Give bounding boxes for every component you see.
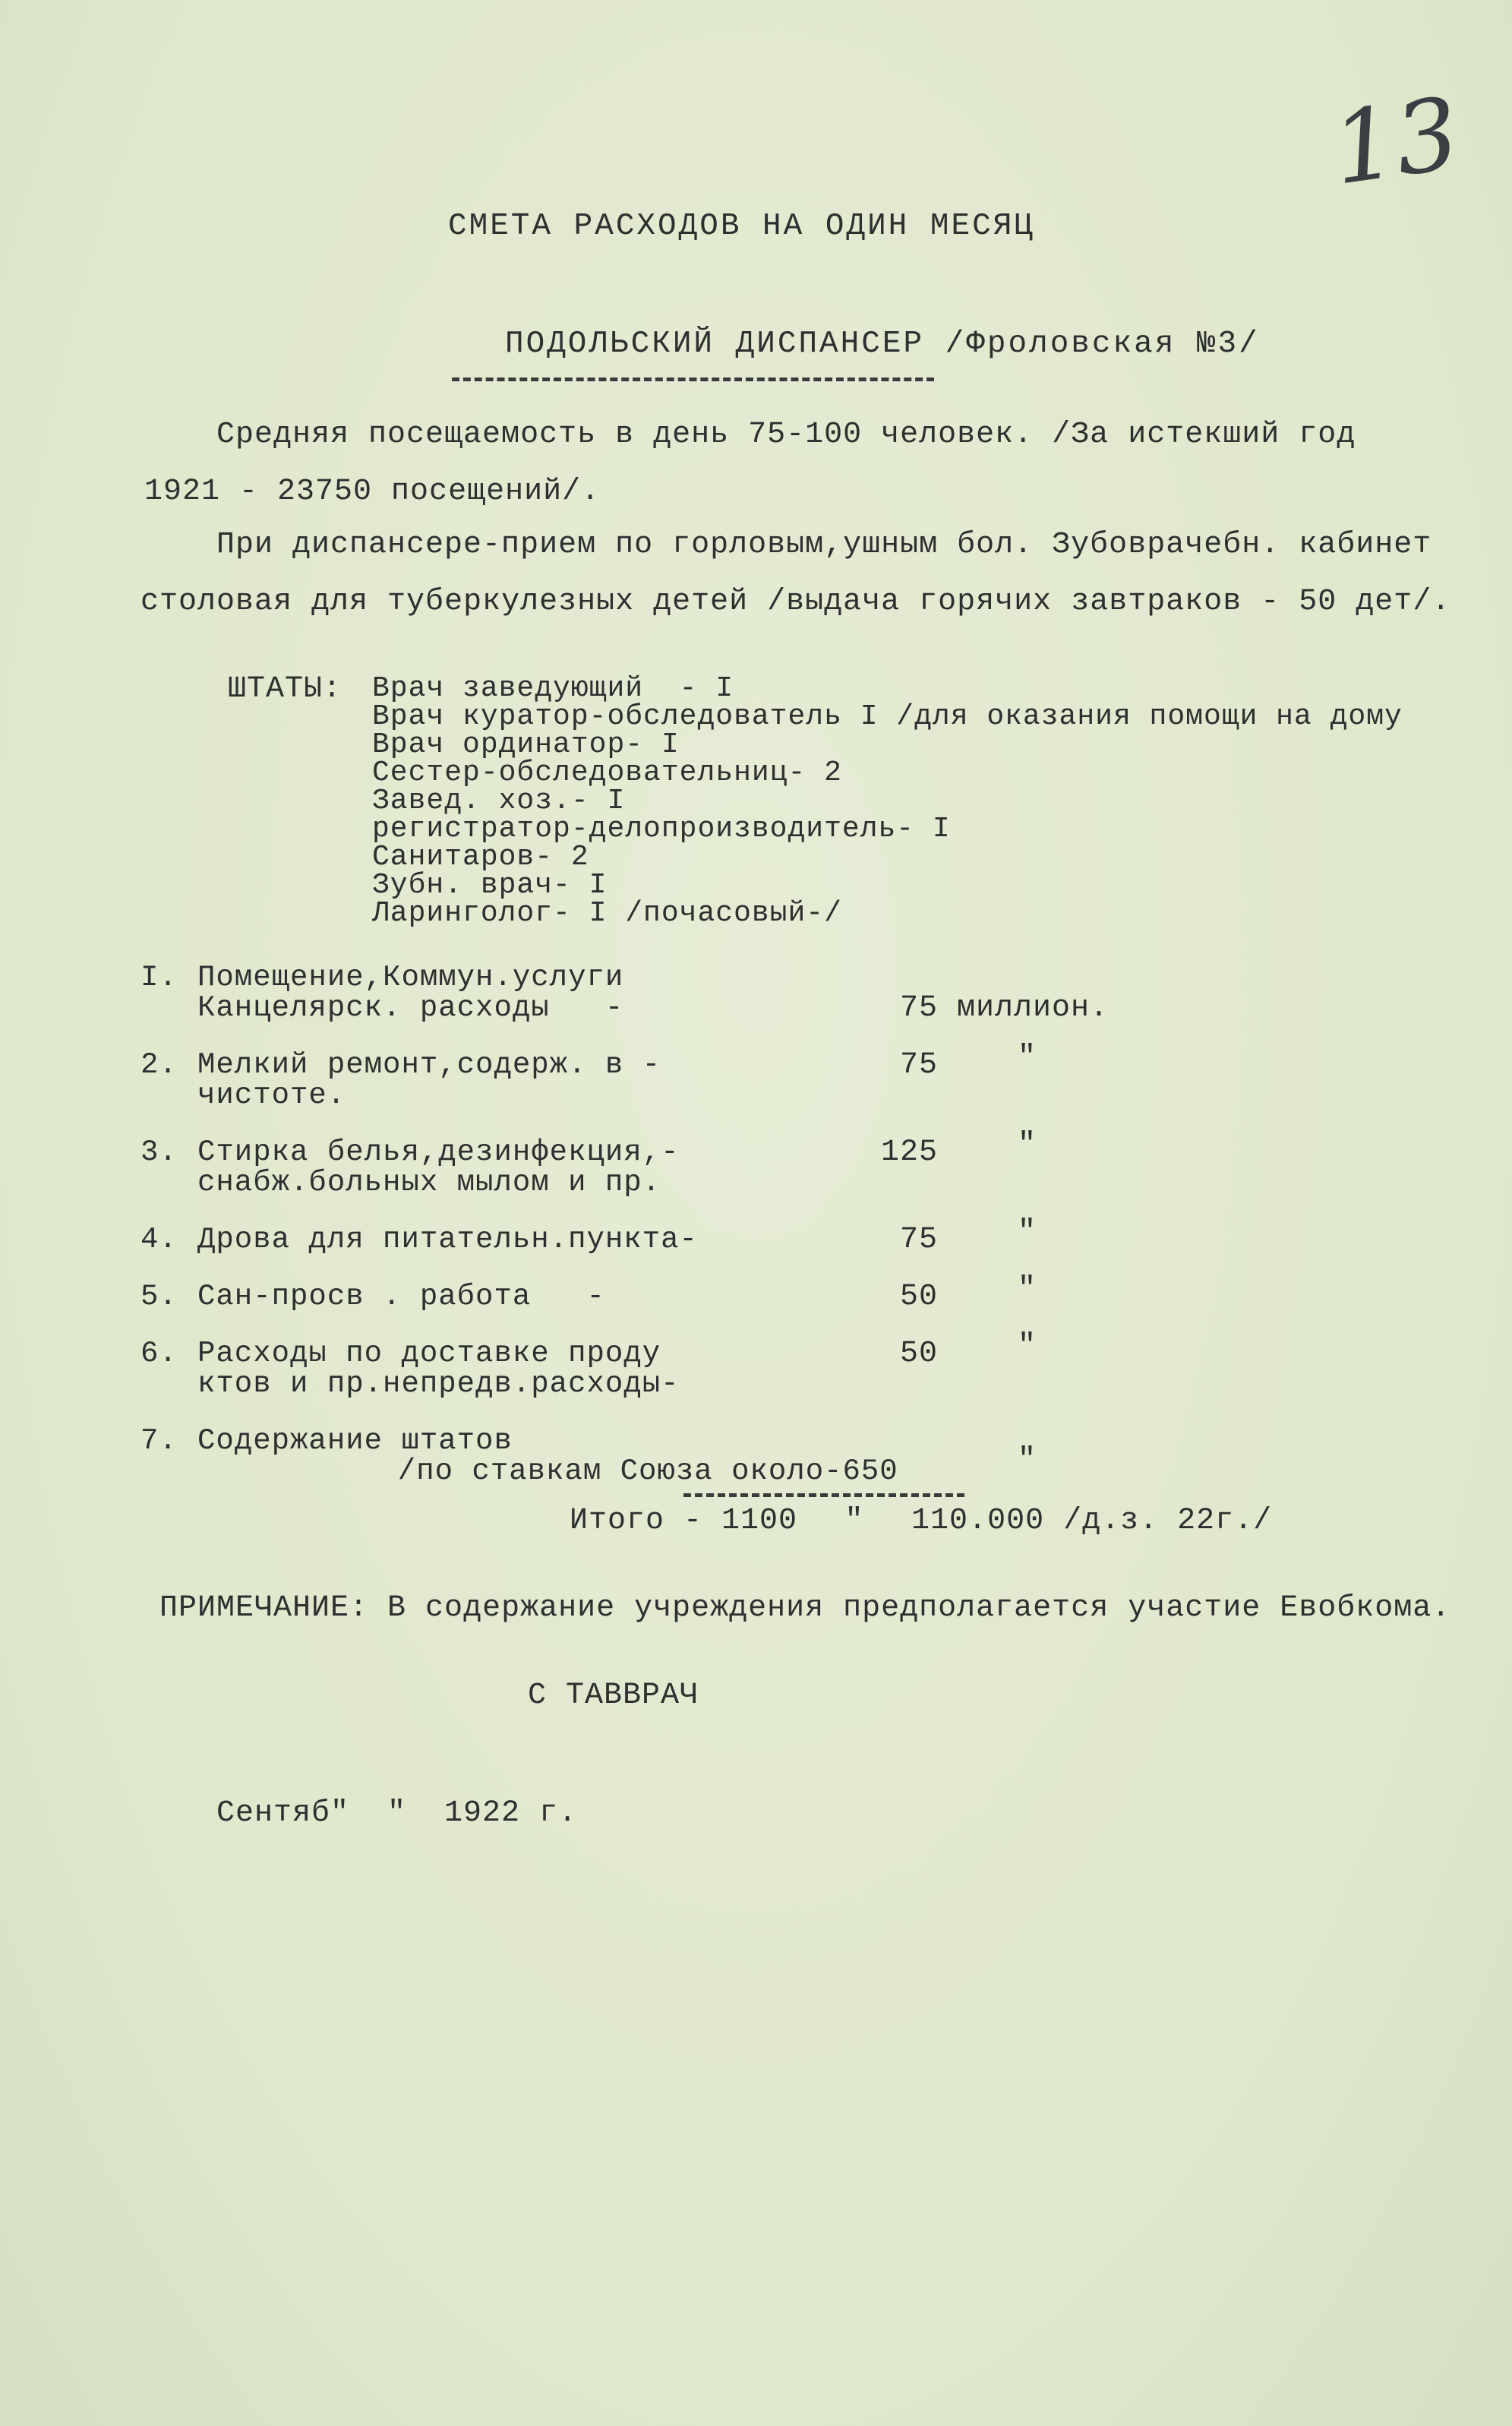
attendance-line-2: 1921 - 23750 посещений/. [144, 475, 601, 509]
item-number: 4. [140, 1223, 178, 1256]
staff-line: Зубн. врач- I [372, 869, 608, 902]
institution-name: ПОДОЛЬСКИЙ ДИСПАНСЕР /Фроловская №3/ [505, 327, 1260, 362]
total-underline [683, 1493, 964, 1497]
ditto-mark: " [1018, 1272, 1037, 1306]
item-description: Сан-просв . работа - [197, 1280, 605, 1313]
item-description: Стирка белья,дезинфекция,- [197, 1136, 680, 1169]
ditto-mark: " [844, 1504, 864, 1538]
item-description-cont: чистоте. [197, 1079, 346, 1112]
attendance-line-1: Средняя посещаемость в день 75-100 человек. /За истекший год [216, 418, 1356, 452]
item-description-cont: ктов и пр.непредв.расходы- [197, 1367, 680, 1401]
item-number: 6. [140, 1337, 178, 1370]
total-converted: 110.000 /д.з. 22г./ [911, 1504, 1273, 1538]
expense-item [140, 961, 1432, 1029]
signature: С ТАВВРАЧ [528, 1679, 699, 1713]
item-amount: 50 [900, 1337, 939, 1371]
item-number: I. [140, 961, 178, 994]
item-description: Мелкий ремонт,содерж. в - [197, 1048, 661, 1082]
expense-item [140, 1041, 1432, 1117]
ditto-mark: " [1018, 1443, 1037, 1477]
note: ПРИМЕЧАНИЕ: В содержание учреждения предполагается участие Евобкома. [159, 1591, 1451, 1625]
expense-item [140, 1329, 1432, 1405]
item-number: 5. [140, 1280, 178, 1313]
staff-line: регистратор-делопроизводитель- I [372, 813, 951, 845]
staff-line: Врач заведующий - I [372, 672, 734, 705]
item-description: Расходы по доставке проду [197, 1337, 661, 1370]
ditto-mark: " [1018, 1128, 1037, 1162]
item-number: 2. [140, 1048, 178, 1082]
staff-line: Сестер-обследовательниц- 2 [372, 757, 842, 789]
item-amount: 75 миллион. [900, 991, 1110, 1025]
ditto-mark: " [1018, 1215, 1037, 1249]
item-description-cont: снабж.больных мылом и пр. [197, 1166, 661, 1199]
expense-item [140, 1128, 1432, 1204]
item-description-cont: /по ставкам Союза около-650 [361, 1455, 898, 1488]
staff-line: Санитаров- 2 [372, 841, 589, 873]
item-description-cont: Канцелярск. расходы - [197, 991, 624, 1025]
ditto-mark: " [1018, 1329, 1037, 1363]
expense-item [140, 1215, 1432, 1261]
services-line-2: столовая для туберкулезных детей /выдача горячих завтраков - 50 дет/. [140, 585, 1451, 619]
item-number: 7. [140, 1424, 178, 1458]
expense-item [140, 1424, 1432, 1493]
item-amount: 125 [881, 1136, 939, 1170]
staff-line: Врач ординатор- I [372, 728, 680, 761]
institution-underline [452, 377, 934, 381]
expense-item [140, 1272, 1432, 1318]
ditto-mark: " [1018, 1041, 1037, 1075]
staff-line: Врач куратор-обследователь I /для оказания помощи на дому [372, 700, 1403, 733]
item-description: Дрова для питательн.пункта- [197, 1223, 698, 1256]
staff-label: ШТАТЫ: [228, 672, 342, 706]
item-amount: 75 [900, 1223, 939, 1257]
item-description: Содержание штатов [197, 1424, 513, 1458]
item-amount: 75 [900, 1048, 939, 1082]
item-number: 3. [140, 1136, 178, 1169]
services-line-1: При диспансере-прием по горловым,ушным бол. Зубоврачебн. кабинет [216, 528, 1432, 562]
document-date: Сентяб" " 1922 г. [216, 1796, 578, 1831]
total-label: Итого - 1100 [570, 1504, 798, 1538]
document-title: СМЕТА РАСХОДОВ НА ОДИН МЕСЯЦ [448, 209, 1035, 244]
staff-line: Завед. хоз.- I [372, 785, 626, 817]
item-amount: 50 [900, 1280, 939, 1314]
item-description: Помещение,Коммун.услуги [197, 961, 624, 994]
staff-line: Ларинголог- I /почасовый-/ [372, 897, 842, 930]
total-line [570, 1504, 1272, 1538]
folio-number: 13 [1325, 75, 1466, 207]
